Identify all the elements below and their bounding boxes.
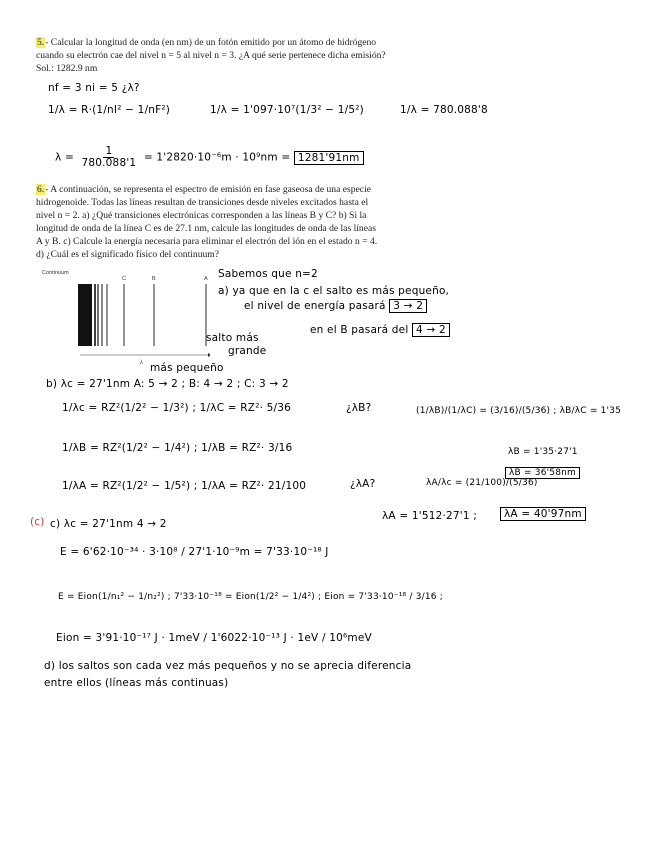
partd-line2: entre ellos (líneas más continuas) (44, 677, 229, 689)
partb-q2: ¿λA? (350, 478, 376, 490)
line-a-label: A (204, 276, 208, 282)
problem6-statement-line5: A y B. c) Calcule la energía necesaria para eliminar el electrón del ión en el estado n = 4. (36, 236, 378, 247)
partb-ratio1: (1/λB)/(1/λC) = (3/16)/(5/36) ; λB/λC = 1'35 (416, 406, 622, 416)
problem5-eq1-mid: 1/λ = 1'097·10⁷(1/3² − 1/5²) (210, 104, 364, 116)
problem6-number: 6. (37, 184, 45, 195)
axis-arrow (208, 353, 210, 357)
partb-row1: 1/λc = RZ²(1/2² − 1/3²) ; 1/λC = RZ²· 5/36 (62, 402, 292, 414)
problem6-statement-line3: nivel n = 2. a) ¿Qué transiciones electrónicas corresponden a las líneas B y C? b) Si la (36, 210, 367, 221)
transition-box-b: 4 → 2 (412, 323, 450, 337)
partb-box1: λB = 36'58nm (505, 467, 580, 479)
partb-ratio2: λA/λc = (21/100)/(5/36) (426, 478, 538, 488)
problem6-statement-line2: hidrogenoide. Todas las líneas resultan de transiciones desde niveles excitados hasta el (36, 197, 369, 208)
lambda-label: λ (140, 360, 143, 366)
note-b-line: en el B pasará del 4 → 2 (310, 324, 450, 336)
partc-red-mark: (c) (30, 516, 45, 528)
problem6-statement-line6: d) ¿Cuál es el significado físico del continuum? (36, 249, 220, 260)
problem5-eq2: λ = $\frac{1}{780.088'1}$ = 1'2820·10⁻⁶m · 10⁹nm = 1281'91nm (55, 146, 364, 169)
partb-header: b) λc = 27'1nm A: 5 → 2 ; B: 4 → 2 ; C: 3 → 2 (46, 378, 289, 390)
problem5-solution: Sol.: 1282.9 nm (36, 63, 98, 74)
problem5-given: nf = 3 ni = 5 ¿λ? (48, 82, 140, 94)
line-b-label: B (152, 276, 156, 282)
note-grande: grande (228, 345, 267, 357)
continuum-label: Continuum (42, 270, 69, 276)
transition-box-c: 3 → 2 (389, 299, 427, 313)
note-a-line2: el nivel de energía pasará 3 → 2 (244, 300, 427, 312)
partb-result1: λB = 1'35·27'1 (508, 447, 578, 457)
continuum-band (78, 284, 92, 346)
problem6-statement-line1: 6.- A continuación, se representa el espectro de emisión en fase gaseosa de una especie (37, 184, 371, 195)
problem5-eq1-lhs: 1/λ = R·(1/nI² − 1/nF²) (48, 104, 171, 116)
fraction: $\frac{1}{780.088'1}$ (81, 145, 137, 169)
note-mas-pequeno: más pequeño (150, 362, 224, 374)
problem5-number: 5. (37, 37, 45, 48)
note-sabemos: Sabemos que n=2 (218, 268, 318, 280)
result-box: 1281'91nm (294, 151, 364, 165)
partb-row3: 1/λA = RZ²(1/2² − 1/5²) ; 1/λA = RZ²· 21/100 (62, 480, 307, 492)
problem5-statement-line2: cuando su electrón cae del nivel n = 5 al nivel n = 3. ¿A qué serie pertenece dicha emisión? (36, 50, 386, 61)
partb-q1: ¿λB? (346, 402, 372, 414)
problem6-statement-line4: longitud de onda de la línea C es de 27.1 nm, calcule las longitudes de onda de las líneas (36, 223, 376, 234)
problem5-statement: 5.- Calcular la longitud de onda (en nm) de un fotón emitido por un átomo de hidrógeno (37, 37, 377, 48)
note-salto: salto más (206, 332, 259, 344)
partc-eq3: Eion = 3'91·10⁻¹⁷ J · 1meV / 1'6022·10⁻¹³ J · 1eV / 10⁶meV (56, 632, 372, 644)
partc-header: c) λc = 27'1nm 4 → 2 (50, 518, 167, 530)
partb-result2: λA = 1'512·27'1 ; (382, 510, 478, 522)
line-c-label: C (122, 276, 126, 282)
partb-box2: λA = 40'97nm (500, 507, 586, 521)
problem5-eq1-rhs: 1/λ = 780.088'8 (400, 104, 488, 116)
partb-row2: 1/λB = RZ²(1/2² − 1/4²) ; 1/λB = RZ²· 3/16 (62, 442, 293, 454)
partd-line1: d) los saltos son cada vez más pequeños y no se aprecia diferencia (44, 660, 412, 672)
emission-spectrum-figure (40, 268, 210, 366)
partc-eq2: E = Eion(1/n₁² − 1/n₂²) ; 7'33·10⁻¹⁸ = Eion(1/2² − 1/4²) ; Eion = 7'33·10⁻¹⁸ / 3/16 ; (58, 592, 444, 602)
partc-eq1: E = 6'62·10⁻³⁴ · 3·10⁸ / 27'1·10⁻⁹m = 7'33·10⁻¹⁸ J (60, 546, 329, 558)
note-a-line1: a) ya que en la c el salto es más pequeño, (218, 285, 450, 297)
